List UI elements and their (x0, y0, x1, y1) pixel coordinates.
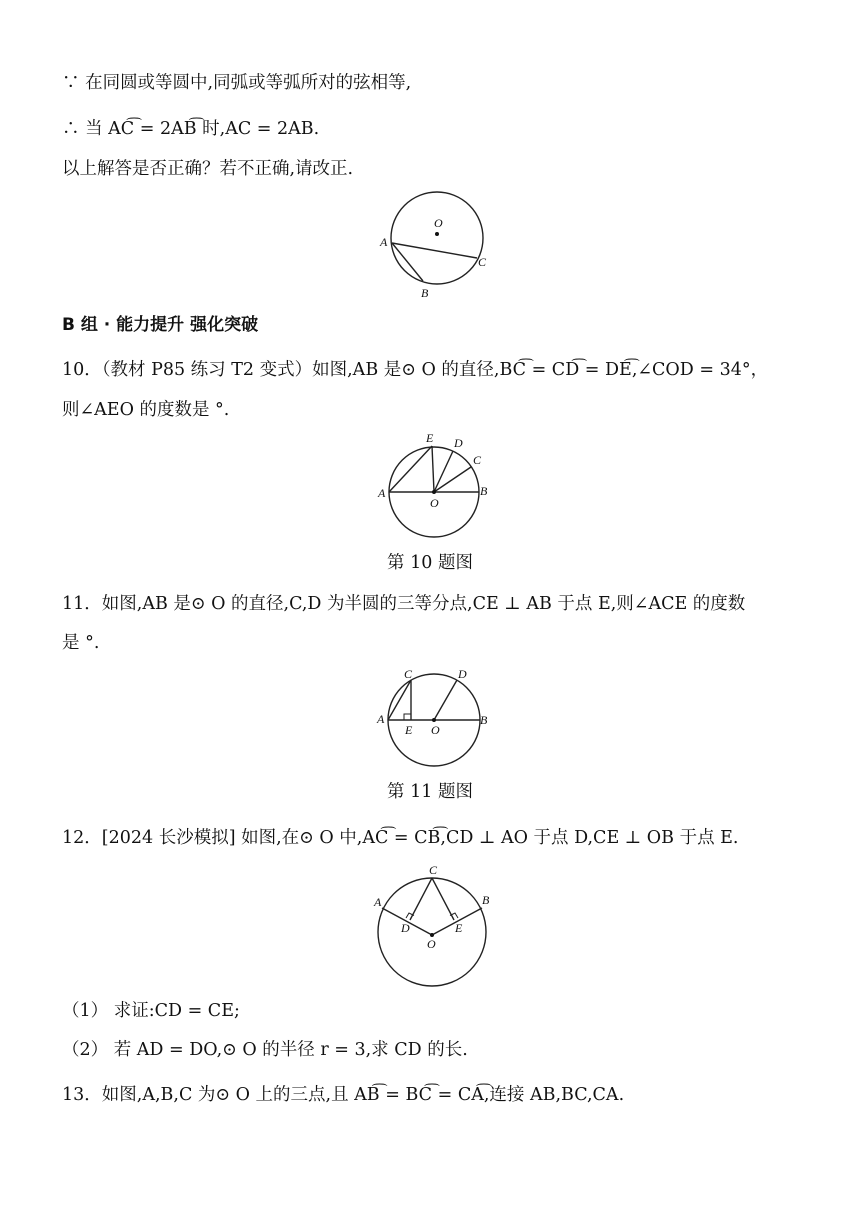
label-a: A (374, 895, 382, 909)
label-d: D (401, 921, 410, 935)
figure-11-caption: 第 11 题图 (387, 782, 473, 802)
question-12: 12．[2024 长沙模拟] 如图,在⊙ O 中,AC͡ = CB͡,CD ⊥ AO 于点 D,CE ⊥ OB 于点 E. (62, 828, 739, 848)
question-13: 13．如图,A,B,C 为⊙ O 上的三点,且 AB͡ = BC͡ = CA͡,连接 AB,BC,CA. (62, 1085, 625, 1105)
label-c: C (473, 453, 482, 467)
label-b: B (421, 286, 429, 300)
label-d: D (454, 436, 463, 450)
label-o: O (430, 496, 439, 510)
figure-10-caption: 第 10 题图 (387, 553, 473, 573)
label-c: C (429, 863, 438, 877)
label-b: B (480, 713, 488, 727)
question-12-part-2: （2） 若 AD = DO,⊙ O 的半径 r = 3,求 CD 的长. (62, 1040, 468, 1060)
label-o: O (427, 937, 436, 951)
label-c: C (478, 255, 487, 269)
section-heading: B 组 · 能力提升 强化突破 (62, 315, 259, 335)
text-line-3: 以上解答是否正确？若不正确,请改正. (62, 159, 354, 179)
label-a: A (380, 235, 388, 249)
question-10-line-1: 10．（教材 P85 练习 T2 变式）如图,AB 是⊙ O 的直径,BC͡ = CD͡ = DE͡,∠COD = 34°， (62, 360, 769, 380)
question-10-line-2: 则∠AEO 的度数是 °. (62, 400, 230, 420)
label-o: O (431, 723, 440, 737)
label-e: E (426, 431, 434, 445)
figure-circle-chords (370, 188, 500, 303)
text-line-1: ∵ 在同圆或等圆中,同弧或等弧所对的弦相等, (62, 73, 412, 93)
label-e: E (405, 723, 413, 737)
figure-11 (370, 664, 500, 779)
label-d: D (458, 667, 467, 681)
figure-10 (370, 430, 500, 545)
label-c: C (404, 667, 413, 681)
label-a: A (377, 712, 385, 726)
question-12-part-1: （1） 求证:CD = CE; (62, 1001, 240, 1021)
text-line-2: ∴ 当 AC͡ = 2AB͡ 时,AC = 2AB. (62, 119, 320, 139)
label-a: A (378, 486, 386, 500)
figure-12 (370, 860, 500, 988)
label-b: B (480, 484, 488, 498)
label-e: E (455, 921, 463, 935)
question-11-line-1: 11．如图,AB 是⊙ O 的直径,C,D 为半圆的三等分点,CE ⊥ AB 于点 E,则∠ACE 的度数 (62, 594, 746, 614)
question-11-line-2: 是 °. (62, 633, 100, 653)
label-o: O (434, 216, 443, 230)
label-b: B (482, 893, 490, 907)
